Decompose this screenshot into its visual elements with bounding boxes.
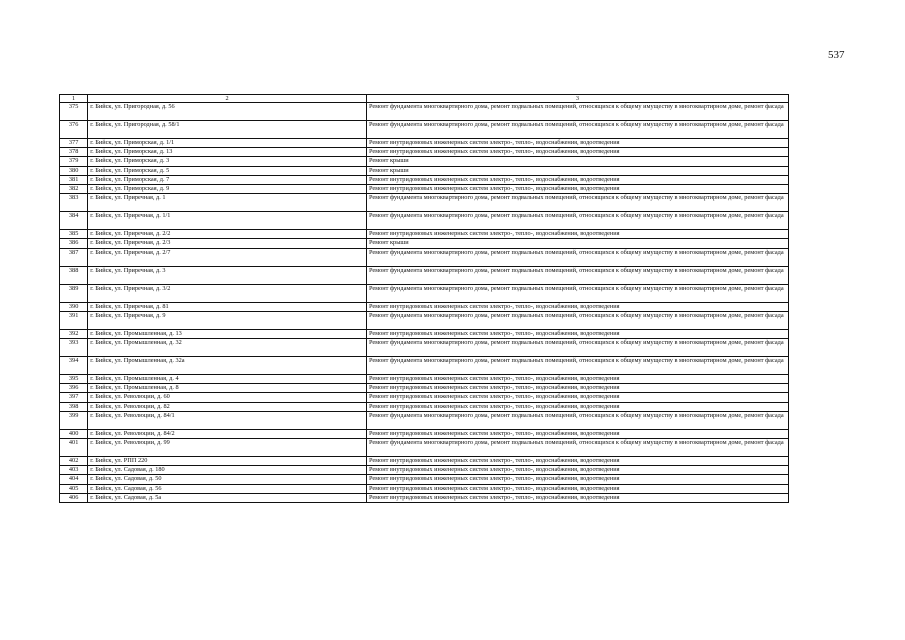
row-address: г. Бийск, ул. Садовая, д. 180 [88, 466, 367, 475]
row-address: г. Бийск, ул. Приморская, д. 7 [88, 175, 367, 184]
row-number: 395 [60, 375, 88, 384]
row-address: г. Бийск, ул. Приморская, д. 5 [88, 166, 367, 175]
row-number: 398 [60, 402, 88, 411]
row-number: 397 [60, 393, 88, 402]
table-row [60, 311, 789, 329]
table-row [60, 466, 789, 475]
row-work: Ремонт фундамента многоквартирного дома, ремонт подвальных помещений, относящихся к общему имуществу в многоквартирном доме, ремонт фасада [366, 311, 788, 329]
table-row [60, 493, 789, 502]
header-col-2: 2 [88, 95, 367, 103]
header-col-3: 3 [366, 95, 788, 103]
row-address: г. Бийск, ул. Садовая, д. 56 [88, 484, 367, 493]
row-work: Ремонт внутридомовых инженерных систем электро-, тепло-, водоснабжения, водоотведения [366, 302, 788, 311]
row-address: г. Бийск, ул. Промышленная, д. 8 [88, 384, 367, 393]
row-number: 394 [60, 357, 88, 375]
row-work: Ремонт внутридомовых инженерных систем электро-, тепло-, водоснабжения, водоотведения [366, 185, 788, 194]
row-number: 396 [60, 384, 88, 393]
table-row [60, 266, 789, 284]
row-number: 381 [60, 175, 88, 184]
row-address: г. Бийск, ул. Промышленная, д. 32 [88, 339, 367, 357]
row-number: 404 [60, 475, 88, 484]
table-row [60, 439, 789, 457]
row-work: Ремонт внутридомовых инженерных систем электро-, тепло-, водоснабжения, водоотведения [366, 175, 788, 184]
row-number: 390 [60, 302, 88, 311]
row-address: г. Бийск, ул. Приречная, д. 1 [88, 194, 367, 212]
table-row [60, 103, 789, 121]
row-number: 391 [60, 311, 88, 329]
row-address: г. Бийск, ул. Революции, д. 84/2 [88, 429, 367, 438]
table-row [60, 384, 789, 393]
table-body [60, 95, 789, 503]
row-work: Ремонт внутридомовых инженерных систем электро-, тепло-, водоснабжения, водоотведения [366, 393, 788, 402]
row-number: 386 [60, 239, 88, 248]
row-address: г. Бийск, ул. Приречная, д. 9 [88, 311, 367, 329]
row-work: Ремонт внутридомовых инженерных систем электро-, тепло-, водоснабжения, водоотведения [366, 475, 788, 484]
row-number: 385 [60, 230, 88, 239]
table-row [60, 339, 789, 357]
row-address: г. Бийск, ул. Приморская, д. 9 [88, 185, 367, 194]
table-row [60, 166, 789, 175]
row-work: Ремонт фундамента многоквартирного дома, ремонт подвальных помещений, относящихся к общему имуществу в многоквартирном доме, ремонт фасада [366, 439, 788, 457]
table-row [60, 402, 789, 411]
row-work: Ремонт фундамента многоквартирного дома, ремонт подвальных помещений, относящихся к общему имуществу в многоквартирном доме, ремонт фасада [366, 266, 788, 284]
row-work: Ремонт фундамента многоквартирного дома, ремонт подвальных помещений, относящихся к общему имуществу в многоквартирном доме, ремонт фасада [366, 103, 788, 121]
table-row [60, 429, 789, 438]
row-work: Ремонт внутридомовых инженерных систем электро-, тепло-, водоснабжения, водоотведения [366, 148, 788, 157]
row-number: 393 [60, 339, 88, 357]
row-address: г. Бийск, ул. Приречная, д. 1/1 [88, 212, 367, 230]
row-work: Ремонт внутридомовых инженерных систем электро-, тепло-, водоснабжения, водоотведения [366, 375, 788, 384]
row-address: г. Бийск, ул. Революции, д. 60 [88, 393, 367, 402]
row-address: г. Бийск, ул. Приречная, д. 2/7 [88, 248, 367, 266]
row-number: 380 [60, 166, 88, 175]
row-address: г. Бийск, ул. Садовая, д. 5а [88, 493, 367, 502]
row-address: г. Бийск, ул. Приречная, д. 81 [88, 302, 367, 311]
table-row [60, 411, 789, 429]
row-address: г. Бийск, ул. Садовая, д. 50 [88, 475, 367, 484]
table-row [60, 393, 789, 402]
row-number: 389 [60, 284, 88, 302]
row-work: Ремонт внутридомовых инженерных систем электро-, тепло-, водоснабжения, водоотведения [366, 230, 788, 239]
row-work: Ремонт внутридомовых инженерных систем электро-, тепло-, водоснабжения, водоотведения [366, 457, 788, 466]
row-number: 401 [60, 439, 88, 457]
row-number: 402 [60, 457, 88, 466]
table-row [60, 457, 789, 466]
table-row [60, 212, 789, 230]
row-number: 406 [60, 493, 88, 502]
row-work: Ремонт внутридомовых инженерных систем электро-, тепло-, водоснабжения, водоотведения [366, 466, 788, 475]
row-work: Ремонт внутридомовых инженерных систем электро-, тепло-, водоснабжения, водоотведения [366, 429, 788, 438]
row-number: 400 [60, 429, 88, 438]
table-row [60, 484, 789, 493]
table-row [60, 248, 789, 266]
row-number: 378 [60, 148, 88, 157]
table-row [60, 139, 789, 148]
row-address: г. Бийск, ул. Промышленная, д. 32а [88, 357, 367, 375]
row-address: г. Бийск, ул. Революции, д. 82 [88, 402, 367, 411]
row-number: 403 [60, 466, 88, 475]
table-row [60, 230, 789, 239]
row-work: Ремонт фундамента многоквартирного дома, ремонт подвальных помещений, относящихся к общему имуществу в многоквартирном доме, ремонт фасада [366, 339, 788, 357]
table-row [60, 475, 789, 484]
row-address: г. Бийск, ул. Революции, д. 99 [88, 439, 367, 457]
table-row [60, 121, 789, 139]
row-work: Ремонт внутридомовых инженерных систем электро-, тепло-, водоснабжения, водоотведения [366, 139, 788, 148]
page-number: 537 [828, 49, 845, 61]
table-header-row [60, 95, 789, 103]
row-address: г. Бийск, ул. Приречная, д. 3/2 [88, 284, 367, 302]
row-number: 405 [60, 484, 88, 493]
row-work: Ремонт фундамента многоквартирного дома, ремонт подвальных помещений, относящихся к общему имуществу в многоквартирном доме, ремонт фасада [366, 248, 788, 266]
table-row [60, 284, 789, 302]
row-number: 376 [60, 121, 88, 139]
row-address: г. Бийск, ул. Промышленная, д. 4 [88, 375, 367, 384]
row-work: Ремонт внутридомовых инженерных систем электро-, тепло-, водоснабжения, водоотведения [366, 484, 788, 493]
row-work: Ремонт крыши [366, 239, 788, 248]
row-address: г. Бийск, ул. Приречная, д. 2/3 [88, 239, 367, 248]
row-address: г. Бийск, ул. Революции, д. 84/1 [88, 411, 367, 429]
row-number: 377 [60, 139, 88, 148]
row-work: Ремонт внутридомовых инженерных систем электро-, тепло-, водоснабжения, водоотведения [366, 329, 788, 338]
table-row [60, 329, 789, 338]
row-work: Ремонт внутридомовых инженерных систем электро-, тепло-, водоснабжения, водоотведения [366, 402, 788, 411]
row-work: Ремонт фундамента многоквартирного дома, ремонт подвальных помещений, относящихся к общему имуществу в многоквартирном доме, ремонт фасада [366, 284, 788, 302]
table-row [60, 239, 789, 248]
row-number: 387 [60, 248, 88, 266]
table-row [60, 357, 789, 375]
table-row [60, 375, 789, 384]
row-work: Ремонт фундамента многоквартирного дома, ремонт подвальных помещений, относящихся к общему имуществу в многоквартирном доме, ремонт фасада [366, 212, 788, 230]
row-work: Ремонт фундамента многоквартирного дома, ремонт подвальных помещений, относящихся к общему имуществу в многоквартирном доме, ремонт фасада [366, 357, 788, 375]
row-address: г. Бийск, ул. Приморская, д. 13 [88, 148, 367, 157]
row-address: г. Бийск, ул. РПП 220 [88, 457, 367, 466]
row-work: Ремонт крыши [366, 157, 788, 166]
row-address: г. Бийск, ул. Приречная, д. 2/2 [88, 230, 367, 239]
row-number: 388 [60, 266, 88, 284]
row-number: 383 [60, 194, 88, 212]
table-row [60, 175, 789, 184]
row-number: 384 [60, 212, 88, 230]
row-work: Ремонт фундамента многоквартирного дома, ремонт подвальных помещений, относящихся к общему имуществу в многоквартирном доме, ремонт фасада [366, 411, 788, 429]
table-row [60, 148, 789, 157]
row-address: г. Бийск, ул. Промышленная, д. 13 [88, 329, 367, 338]
repair-table [59, 94, 789, 503]
row-address: г. Бийск, ул. Приречная, д. 3 [88, 266, 367, 284]
row-number: 392 [60, 329, 88, 338]
row-number: 382 [60, 185, 88, 194]
row-number: 375 [60, 103, 88, 121]
row-address: г. Бийск, ул. Пригородная, д. 58/1 [88, 121, 367, 139]
row-work: Ремонт фундамента многоквартирного дома, ремонт подвальных помещений, относящихся к общему имуществу в многоквартирном доме, ремонт фасада [366, 121, 788, 139]
header-col-1: 1 [60, 95, 88, 103]
row-address: г. Бийск, ул. Приморская, д. 3 [88, 157, 367, 166]
row-work: Ремонт фундамента многоквартирного дома, ремонт подвальных помещений, относящихся к общему имуществу в многоквартирном доме, ремонт фасада [366, 194, 788, 212]
row-number: 379 [60, 157, 88, 166]
row-address: г. Бийск, ул. Приморская, д. 1/1 [88, 139, 367, 148]
row-number: 399 [60, 411, 88, 429]
table-row [60, 185, 789, 194]
table-row [60, 194, 789, 212]
row-work: Ремонт крыши [366, 166, 788, 175]
row-address: г. Бийск, ул. Пригородная, д. 56 [88, 103, 367, 121]
table-row [60, 302, 789, 311]
row-work: Ремонт внутридомовых инженерных систем электро-, тепло-, водоснабжения, водоотведения [366, 384, 788, 393]
table-row [60, 157, 789, 166]
row-work: Ремонт внутридомовых инженерных систем электро-, тепло-, водоснабжения, водоотведения [366, 493, 788, 502]
